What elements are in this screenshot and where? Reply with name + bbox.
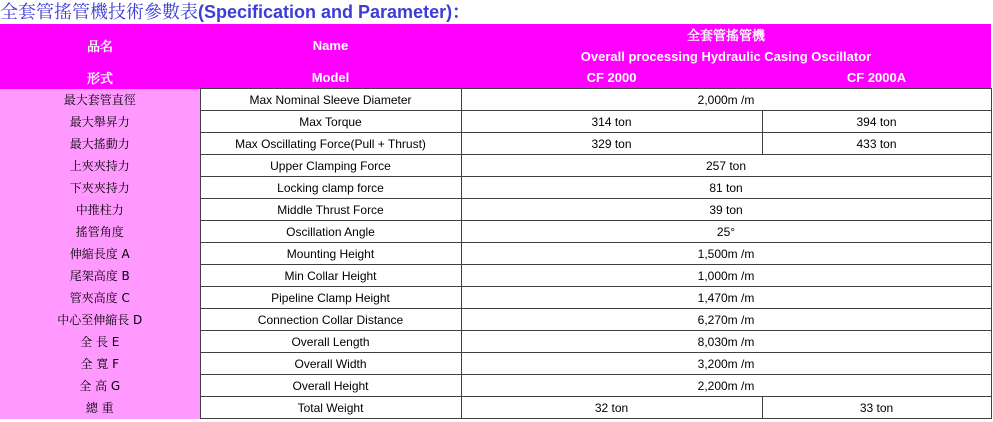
row-label-en: Oscillation Angle [200, 221, 461, 243]
table-row [0, 287, 991, 309]
table-row [0, 243, 991, 265]
header-row-model [0, 67, 991, 89]
spec-table-body [0, 24, 991, 419]
row-label-zh: 尾架高度 B [0, 265, 200, 287]
row-label-zh: 全 長 E [0, 331, 200, 353]
value-shared: 6,270m /m [461, 309, 991, 331]
row-label-zh: 中心至伸縮長 D [0, 309, 200, 331]
row-label-en: Middle Thrust Force [200, 199, 461, 221]
row-label-zh: 上夾夾持力 [0, 155, 200, 177]
row-label-zh: 最大舉昇力 [0, 111, 200, 133]
value-cf2000: 329 ton [461, 133, 762, 155]
row-label-zh: 管夾高度 C [0, 287, 200, 309]
value-shared: 3,200m /m [461, 353, 991, 375]
table-row [0, 353, 991, 375]
table-row [0, 89, 991, 111]
header-product-zh: 全套管搖管機 [686, 27, 765, 43]
row-label-en: Overall Height [200, 375, 461, 397]
header-product [461, 24, 991, 67]
table-row [0, 397, 991, 419]
header-name: Name [200, 24, 461, 67]
value-shared: 39 ton [461, 199, 991, 221]
value-shared: 1,000m /m [461, 265, 991, 287]
value-shared: 2,000m /m [461, 89, 991, 111]
row-label-en: Mounting Height [200, 243, 461, 265]
row-label-zh: 下夾夾持力 [0, 177, 200, 199]
value-shared: 8,030m /m [461, 331, 991, 353]
header-model: Model [200, 67, 461, 89]
row-label-zh: 全 高 G [0, 375, 200, 397]
row-label-en: Locking clamp force [200, 177, 461, 199]
header-product-en: Overall processing Hydraulic Casing Oscillator [580, 48, 872, 64]
row-label-en: Pipeline Clamp Height [200, 287, 461, 309]
value-shared: 1,470m /m [461, 287, 991, 309]
table-row [0, 309, 991, 331]
row-label-en: Total Weight [200, 397, 461, 419]
row-label-en: Max Oscillating Force(Pull + Thrust) [200, 133, 461, 155]
value-cf2000a: 33 ton [762, 397, 991, 419]
value-shared: 2,200m /m [461, 375, 991, 397]
row-label-en: Overall Length [200, 331, 461, 353]
row-label-zh: 伸縮長度 A [0, 243, 200, 265]
value-cf2000a: 433 ton [762, 133, 991, 155]
page-title-chinese: 全套管搖管機技術參數表 [0, 2, 198, 23]
table-row [0, 133, 991, 155]
row-label-zh: 最大搖動力 [0, 133, 200, 155]
row-label-zh: 最大套管直徑 [0, 89, 200, 111]
value-shared: 81 ton [461, 177, 991, 199]
table-row [0, 155, 991, 177]
page-title [0, 0, 470, 24]
table-row [0, 221, 991, 243]
table-row [0, 375, 991, 397]
table-row [0, 177, 991, 199]
value-shared: 257 ton [461, 155, 991, 177]
value-cf2000: 32 ton [461, 397, 762, 419]
row-label-en: Max Torque [200, 111, 461, 133]
header-model-cf2000a: CF 2000A [762, 67, 991, 89]
table-row [0, 111, 991, 133]
page-title-english: (Specification and Parameter)： [198, 2, 471, 22]
header-model-cf2000: CF 2000 [461, 67, 762, 89]
row-label-en: Max Nominal Sleeve Diameter [200, 89, 461, 111]
value-cf2000: 314 ton [461, 111, 762, 133]
row-label-en: Connection Collar Distance [200, 309, 461, 331]
header-product-name-zh: 品名 [0, 24, 200, 67]
value-shared: 1,500m /m [461, 243, 991, 265]
row-label-zh: 總 重 [0, 397, 200, 419]
value-cf2000a: 394 ton [762, 111, 991, 133]
header-model-zh: 形式 [0, 67, 200, 89]
spec-table [0, 24, 992, 419]
row-label-en: Upper Clamping Force [200, 155, 461, 177]
row-label-zh: 中推柱力 [0, 199, 200, 221]
table-row [0, 265, 991, 287]
row-label-en: Min Collar Height [200, 265, 461, 287]
table-row [0, 199, 991, 221]
value-shared: 25° [461, 221, 991, 243]
row-label-en: Overall Width [200, 353, 461, 375]
header-row-name [0, 24, 991, 67]
row-label-zh: 搖管角度 [0, 221, 200, 243]
row-label-zh: 全 寬 F [0, 353, 200, 375]
table-row [0, 331, 991, 353]
